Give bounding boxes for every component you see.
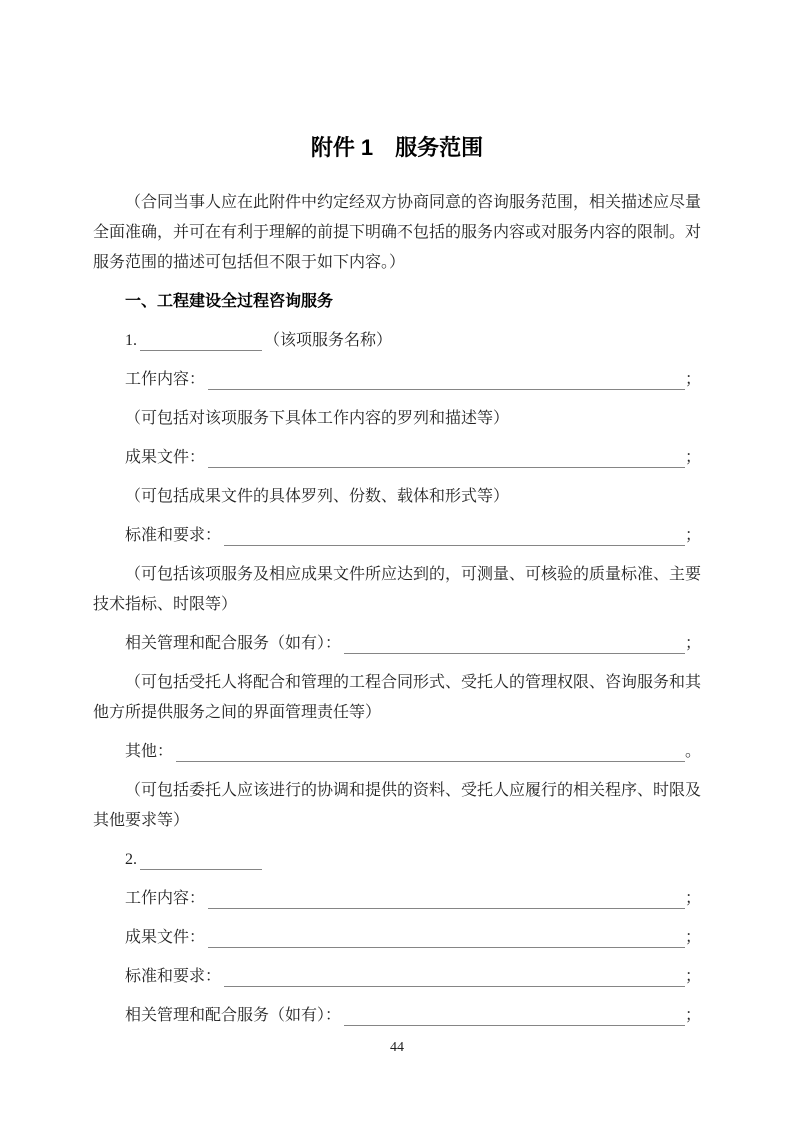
field-punct: 。	[684, 743, 701, 760]
service-2-management-row	[93, 1001, 701, 1031]
service-1-work-content-row	[93, 365, 701, 395]
standards-blank[interactable]	[224, 962, 685, 987]
page-title: 附件 1 服务范围	[310, 135, 484, 160]
service-1-name-blank[interactable]	[140, 326, 262, 351]
deliverables-note: （可包括成果文件的具体罗列、份数、载体和形式等）	[125, 488, 510, 505]
field-punct: ；	[684, 968, 701, 985]
service-2-name-blank[interactable]	[140, 845, 262, 870]
field-label: 相关管理和配合服务（如有）：	[125, 1007, 342, 1024]
service-1-number: 1.	[125, 332, 137, 349]
work-content-note: （可包括对该项服务下具体工作内容的罗列和描述等）	[125, 410, 510, 427]
field-punct: ；	[684, 635, 701, 652]
field-label: 工作内容：	[125, 371, 206, 388]
deliverables-blank[interactable]	[208, 923, 685, 948]
field-label: 工作内容：	[125, 890, 206, 907]
standards-note: （可包括该项服务及相应成果文件所应达到的，可测量、可核验的质量标准、主要技术指标、时限等）	[93, 566, 702, 613]
service-2-standards-row	[93, 962, 701, 992]
standards-blank[interactable]	[224, 521, 685, 546]
service-1-deliverables-row	[93, 443, 701, 473]
management-blank[interactable]	[344, 629, 685, 654]
other-note: （可包括委托人应该进行的协调和提供的资料、受托人应履行的相关程序、时限及其他要求等）	[93, 782, 702, 829]
field-punct: ；	[684, 449, 701, 466]
work-content-blank[interactable]	[208, 884, 685, 909]
field-label: 标准和要求：	[125, 527, 222, 544]
field-punct: ；	[684, 371, 701, 388]
page-number: 44	[390, 1040, 404, 1055]
field-punct: ；	[684, 1007, 701, 1024]
field-label: 其他：	[125, 743, 174, 760]
service-1-name-hint: （该项服务名称）	[264, 332, 393, 349]
field-label: 标准和要求：	[125, 968, 222, 985]
service-1-management-row	[93, 629, 701, 659]
field-label: 相关管理和配合服务（如有）：	[125, 635, 342, 652]
service-2-name-row	[93, 845, 701, 875]
service-1-standards-row	[93, 521, 701, 551]
intro-note: （合同当事人应在此附件中约定经双方协商同意的咨询服务范围，相关描述应尽量全面准确，并可在有利于理解的前提下明确不包括的服务内容或对服务内容的限制。对服务范围的描述可包括但不限于如下内容。）	[93, 194, 702, 271]
service-2-number: 2.	[125, 851, 137, 868]
section-heading: 一、工程建设全过程咨询服务	[125, 293, 334, 310]
work-content-blank[interactable]	[208, 365, 685, 390]
service-1-other-row	[93, 737, 701, 767]
field-punct: ；	[684, 929, 701, 946]
other-blank[interactable]	[176, 737, 685, 762]
service-2-deliverables-row	[93, 923, 701, 953]
service-1-name-row	[93, 326, 701, 356]
field-label: 成果文件：	[125, 449, 206, 466]
management-note: （可包括受托人将配合和管理的工程合同形式、受托人的管理权限、咨询服务和其他方所提供服务之间的界面管理责任等）	[93, 674, 702, 721]
service-2-work-content-row	[93, 884, 701, 914]
field-punct: ；	[684, 890, 701, 907]
field-label: 成果文件：	[125, 929, 206, 946]
management-blank[interactable]	[344, 1001, 685, 1026]
field-punct: ；	[684, 527, 701, 544]
deliverables-blank[interactable]	[208, 443, 685, 468]
